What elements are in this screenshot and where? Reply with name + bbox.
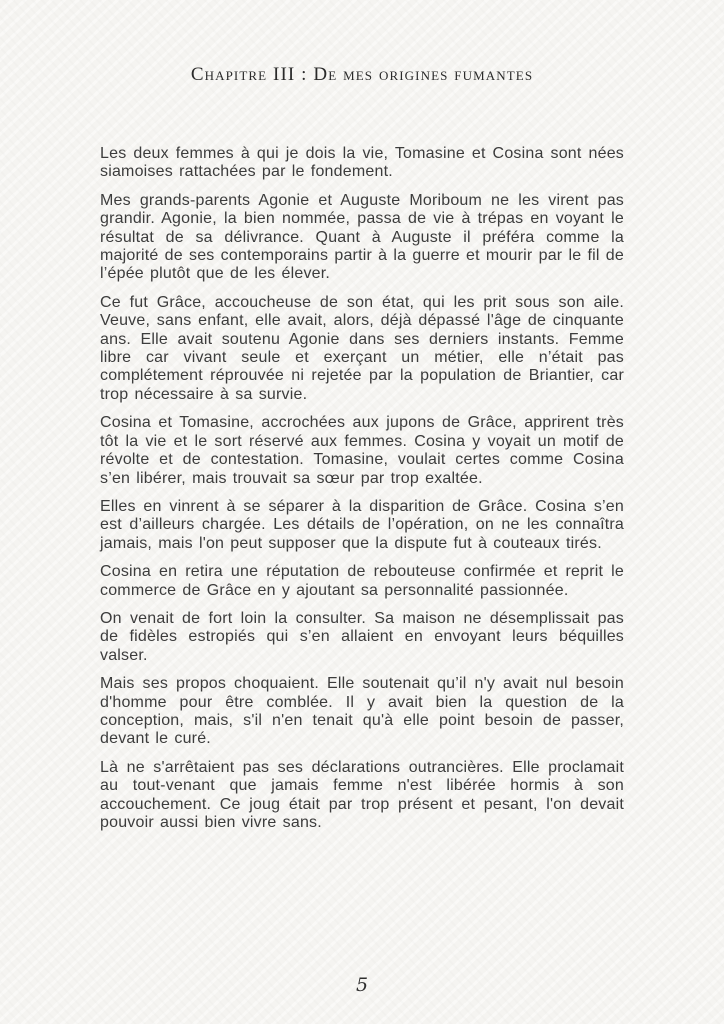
paragraph: Cosina en retira une réputation de rebouteuse confirmée et reprit le commerce de Grâce en y ajoutant sa personnalité passionnée. <box>100 563 624 599</box>
chapter-title: Chapitre III : De mes origines fumantes <box>190 64 534 85</box>
paragraph: Cosina et Tomasine, accrochées aux jupons de Grâce, apprirent très tôt la vie et le sort réservé aux femmes. Cosina y voyait un motif de révolte et de contestation. Tomasine, voulait certes comme Cosina s’en libérer, mais trouvait sa sœur par trop exaltée. <box>100 414 624 487</box>
paragraph: Les deux femmes à qui je dois la vie, Tomasine et Cosina sont nées siamoises rattachées par le fondement. <box>100 145 624 181</box>
paragraph: Elles en vinrent à se séparer à la disparition de Grâce. Cosina s’en est d’ailleurs chargée. Les détails de l’opération, on ne les connaîtra jamais, mais l'on peut supposer que la dispute fut à couteaux tirés. <box>100 497 624 552</box>
paragraph: Mes grands-parents Agonie et Auguste Moriboum ne les virent pas grandir. Agonie, la bien nommée, passa de vie à trépas en voyant le résultat de sa délivrance. Quant à Auguste il préféra comme la majorité de ses contemporains partir à la guerre et mourir par le fil de l’épée plutôt que de les élever. <box>100 191 624 283</box>
paragraph: Ce fut Grâce, accoucheuse de son état, qui les prit sous son aile. Veuve, sans enfant, elle avait, alors, déjà dépassé l'âge de cinquante ans. Elle avait soutenu Agonie dans ses derniers instants. Femme libre car vivant seule et exerçant un métier, elle n’était pas complétement réprouvée ni rejetée par la population de Briantier, car trop nécessaire à sa survie. <box>100 293 624 403</box>
page-footer <box>0 974 724 996</box>
paragraph: On venait de fort loin la consulter. Sa maison ne désemplissait pas de fidèles estropiés qui s’en allaient en envoyant leurs béquilles valser. <box>100 609 624 664</box>
body-text <box>100 145 624 832</box>
page-number: 5 <box>355 974 369 996</box>
paragraph: Mais ses propos choquaient. Elle soutenait qu’il n'y avait nul besoin d'homme pour être comblée. Il y avait bien la question de la conception, mais, s'il n'en tenait qu'à elle point besoin de passer, devant le curé. <box>100 675 624 748</box>
paragraph: Là ne s'arrêtaient pas ses déclarations outrancières. Elle proclamait au tout-venant que jamais femme n'est libérée hormis à son accouchement. Ce joug était par trop présent et pesant, l'on devait pouvoir aussi bien vivre sans. <box>100 758 624 831</box>
